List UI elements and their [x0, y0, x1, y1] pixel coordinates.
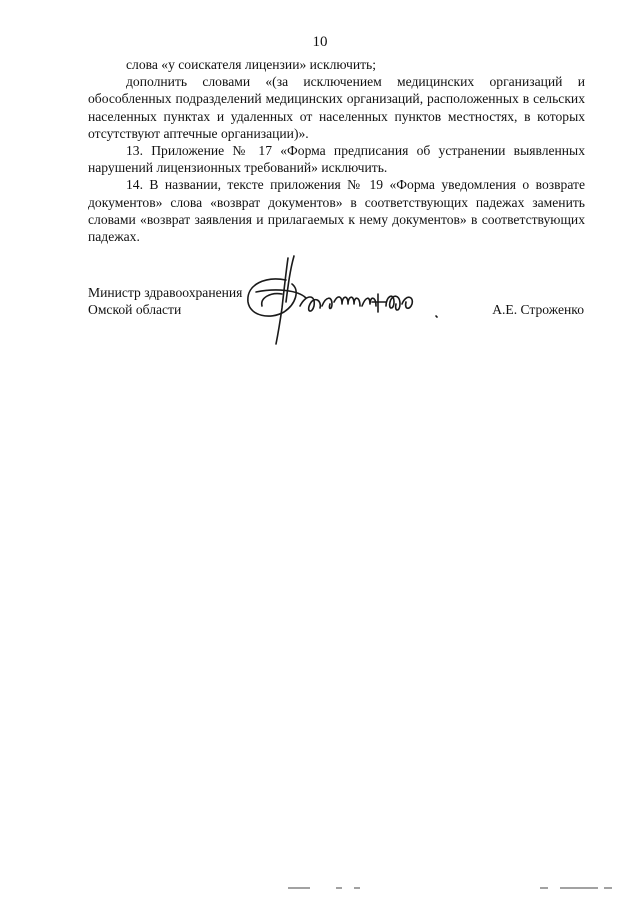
handwritten-signature	[236, 250, 446, 350]
footer-scan-marks	[0, 882, 640, 894]
paragraph-4: 14. В названии, тексте приложения № 19 «Форма уведомления о возврате документов» слова «возврат документов» в соответствующих падежах заменить словами «возврат заявления и прилагаемых к нему документов» в соответствующих падежах.	[88, 177, 585, 245]
signer-title	[88, 284, 242, 318]
signer-title-line2: Омской области	[88, 302, 182, 317]
signer-title-line1: Министр здравоохранения	[88, 285, 243, 300]
paragraph-1: слова «у соискателя лицензии» исключить;	[126, 57, 377, 72]
page-number: 10	[312, 34, 328, 50]
signer-name: А.Е. Строженко	[492, 302, 584, 317]
document-body	[88, 56, 585, 245]
paragraph-2: дополнить словами «(за исключением медицинских организаций и обособленных подразделений медицинских организаций, расположенных в сельских населенных пунктах и удаленных от населенных пунктов местностях, в которых отсутствуют аптечные организации)».	[88, 74, 585, 141]
paragraph-3: 13. Приложение № 17 «Форма предписания об устранении выявленных нарушений лицензионных требований» исключить.	[88, 143, 585, 176]
signature-block	[0, 250, 640, 350]
